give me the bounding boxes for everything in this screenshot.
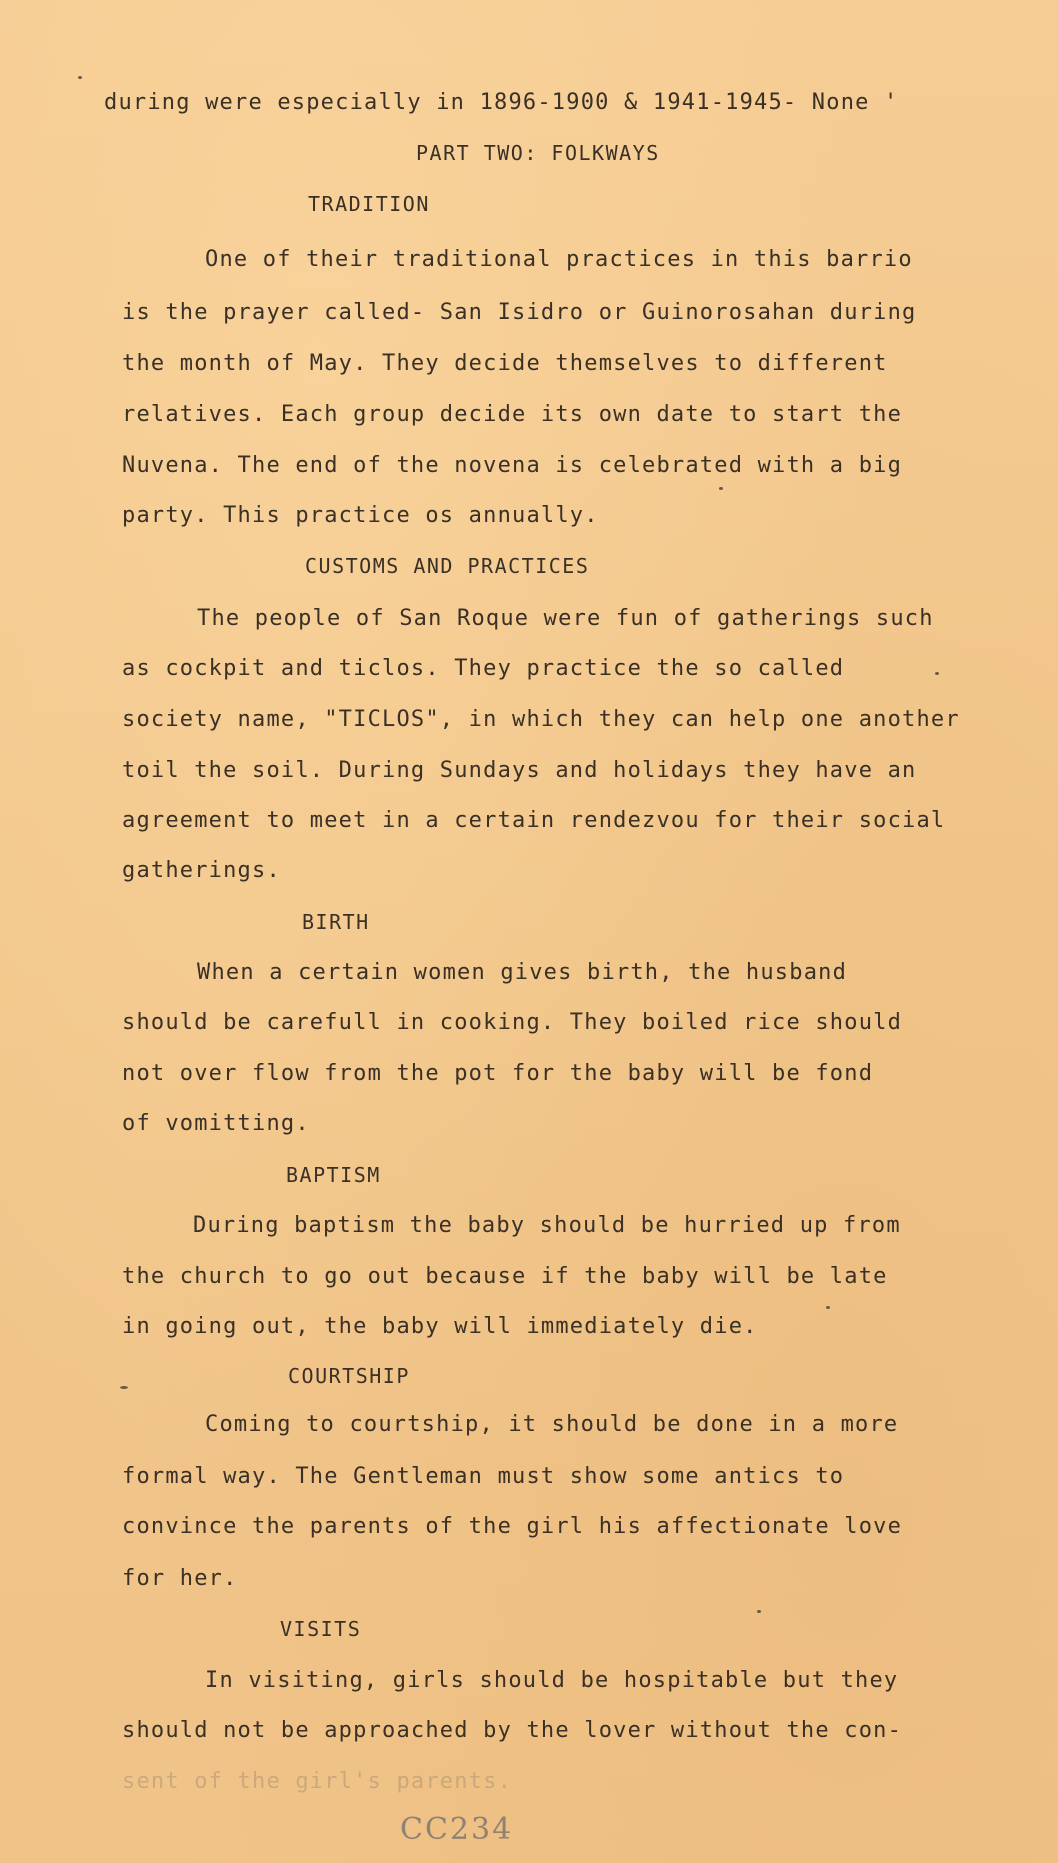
text-line: should be carefull in cooking. They boiled rice should	[122, 1010, 903, 1035]
text-line: party. This practice os annually.	[122, 503, 599, 528]
paper-speck	[757, 1610, 761, 1613]
paper-speck	[719, 487, 723, 490]
text-line: During baptism the baby should be hurried up from	[193, 1213, 901, 1238]
section-heading-courtship: COURTSHIP	[288, 1364, 410, 1388]
paper-speck	[826, 1306, 830, 1309]
text-line: gatherings.	[122, 858, 281, 883]
section-heading-part-two: PART TWO: FOLKWAYS	[416, 141, 660, 165]
text-line: of vomitting.	[122, 1111, 310, 1136]
section-heading-baptism: BAPTISM	[286, 1163, 381, 1187]
text-line: In visiting, girls should be hospitable but they	[205, 1668, 899, 1693]
text-line: as cockpit and ticlos. They practice the so called	[122, 656, 845, 681]
page-stamp: CC234	[400, 1812, 514, 1847]
text-line: convince the parents of the girl his affectionate love	[122, 1514, 903, 1539]
text-line: relatives. Each group decide its own date to start the	[122, 402, 903, 427]
text-line: Coming to courtship, it should be done in a more	[205, 1412, 899, 1437]
paper-speck	[120, 1386, 128, 1389]
text-line: When a certain women gives birth, the husband	[197, 960, 848, 985]
text-line: The people of San Roque were fun of gatherings such	[197, 606, 934, 631]
section-heading-customs: CUSTOMS AND PRACTICES	[305, 554, 590, 578]
paper-speck	[78, 76, 82, 79]
text-line: formal way. The Gentleman must show some antics to	[122, 1464, 845, 1489]
text-line: not over flow from the pot for the baby will be fond	[122, 1061, 874, 1086]
paper-speck	[935, 672, 939, 675]
text-line: during were especially in 1896-1900 & 1941-1945- None '	[104, 90, 899, 115]
text-line: sent of the girl's parents.	[122, 1769, 513, 1794]
text-line: is the prayer called- San Isidro or Guinorosahan during	[122, 300, 917, 325]
text-line: toil the soil. During Sundays and holidays they have an	[122, 758, 917, 783]
text-line: agreement to meet in a certain rendezvou for their social	[122, 808, 946, 833]
text-line: Nuvena. The end of the novena is celebrated with a big	[122, 453, 903, 478]
section-heading-visits: VISITS	[280, 1617, 362, 1641]
text-line: the month of May. They decide themselves to different	[122, 351, 888, 376]
section-heading-tradition: TRADITION	[308, 192, 430, 216]
text-line: should not be approached by the lover without the con-	[122, 1718, 903, 1743]
text-line: society name, "TICLOS", in which they can help one another	[122, 707, 960, 732]
text-line: the church to go out because if the baby will be late	[122, 1264, 888, 1289]
text-line: in going out, the baby will immediately die.	[122, 1314, 758, 1339]
text-line: One of their traditional practices in this barrio	[205, 247, 913, 272]
text-line: for her.	[122, 1566, 238, 1591]
section-heading-birth: BIRTH	[302, 910, 370, 934]
